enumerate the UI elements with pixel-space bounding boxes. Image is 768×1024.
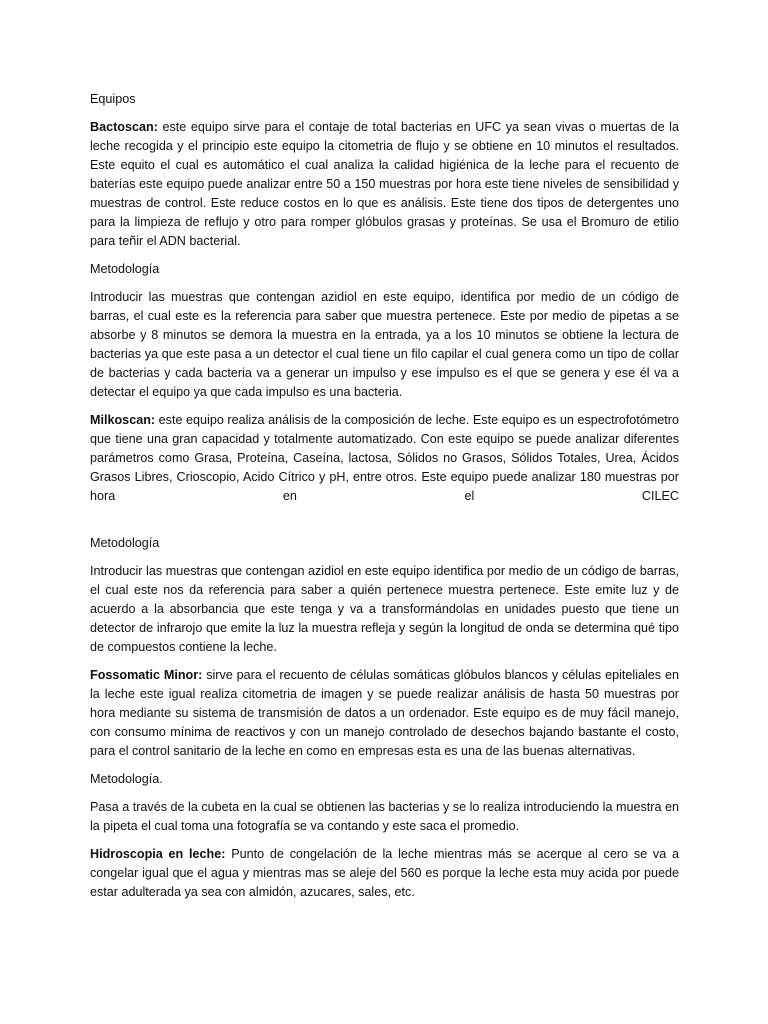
heading-metodologia-2: Metodología	[90, 536, 160, 550]
term-fossomatic: Fossomatic Minor:	[90, 668, 203, 682]
heading-equipos: Equipos	[90, 92, 136, 106]
term-bactoscan: Bactoscan:	[90, 120, 158, 134]
term-hidroscopia: Hidroscopia en leche:	[90, 847, 226, 861]
paragraph-milkoscan-text: este equipo realiza análisis de la composición de leche. Este equipo es un espectrofotómetro que tiene una gran capacidad y totalmente automatizado. Con este equipo se puede analizar diferentes parámetros como Grasa, Proteína, Caseína, lactosa, Sólidos no Grasos, Sólidos Totales, Urea, Ácidos Grasos Libres, Crioscopio, Acido Cítrico y pH, entre otros. Este equipo puede analizar 180 muestras por hora en el CILEC	[90, 413, 679, 503]
paragraph-metodologia-milkoscan: Introducir las muestras que contengan azidiol en este equipo identifica por medio de un código de barras, el cual este nos da referencia para saber a quién pertenece muestra pertenece. Este emite luz y de acuerdo a la absorbancia que este tenga y va a transformándolas en unidades puesto que tiene un detector de infrarojo que emite la luz la muestra refleja y según la longitud de onda se determina qué tipo de compuestos contiene la leche.	[90, 564, 679, 654]
paragraph-metodologia-fossomatic: Pasa a través de la cubeta en la cual se obtienen las bacterias y se lo realiza introduciendo la muestra en la pipeta el cual toma una fotografía se va contando y este saca el promedio.	[90, 800, 679, 833]
paragraph-metodologia-bactoscan: Introducir las muestras que contengan azidiol en este equipo, identifica por medio de un código de barras, el cual este es la referencia para saber que muestra pertenece. Este por medio de pipetas a se absorbe y 8 minutos se demora la muestra en la entrada, ya a los 10 minutos se obtiene la lectura de bacterias ya que este pasa a un detector el cual tiene un filo capilar el cual genera como un tipo de collar de bacterias y cada bacteria va a generar un impulso y ese impulso es el que se genera y ese él va a detectar el equipo ya que cada impulso es una bacteria.	[90, 290, 679, 399]
document-page	[90, 90, 679, 911]
paragraph-bactoscan	[90, 118, 679, 251]
paragraph-fossomatic-text: sirve para el recuento de células somáticas glóbulos blancos y células epiteliales en la leche este igual realiza citometria de imagen y se puede realizar análisis de hasta 50 muestras por hora mediante su sistema de transmisión de datos a un ordenador. Este equipo es de muy fácil manejo, con consumo mínima de reactivos y con un manejo controlado de desechos bajando bastante el costo, para el control sanitario de la leche en como en empresas esta es una de las buenas alternativas.	[90, 668, 679, 758]
heading-metodologia-1: Metodología	[90, 262, 160, 276]
paragraph-fossomatic	[90, 666, 679, 761]
paragraph-hidroscopia	[90, 845, 679, 902]
blank-line	[90, 515, 679, 534]
paragraph-milkoscan	[90, 411, 679, 506]
term-milkoscan: Milkoscan:	[90, 413, 156, 427]
paragraph-bactoscan-text: este equipo sirve para el contaje de total bacterias en UFC ya sean vivas o muertas de la leche recogida y el principio este equipo la citometria de flujo y se obtiene en 10 minutos el resultados. Este equito el cual es automático el cual analiza la calidad higiénica de la leche para el recuento de baterías este equipo puede analizar entre 50 a 150 muestras por hora este tiene niveles de sensibilidad y muestras de control. Este reduce costos en lo que es análisis. Este tiene dos tipos de detergentes uno para la limpieza de reflujo y otro para romper glóbulos grasas y proteínas. Se usa el Bromuro de etilio para teñir el ADN bacterial.	[90, 120, 679, 248]
paragraph-hidroscopia-text: Punto de congelación de la leche mientras más se acerque al cero se va a congelar igual que el agua y mientras mas se aleje del 560 es porque la leche esta muy acida por puede estar adulterada ya sea con almidón, azucares, sales, etc.	[90, 847, 679, 899]
heading-metodologia-3: Metodología.	[90, 772, 163, 786]
